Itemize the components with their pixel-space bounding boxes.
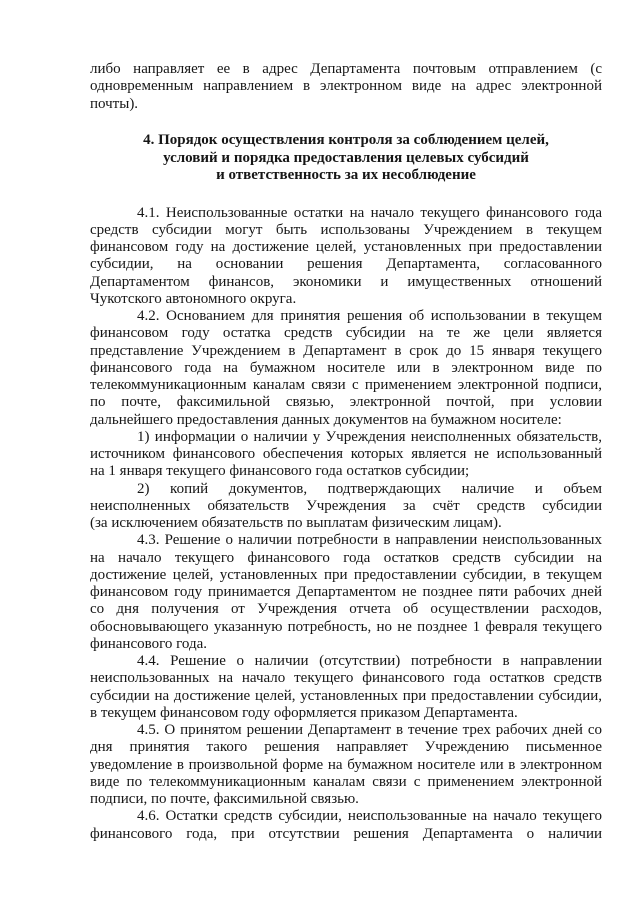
text-line: дня принятия такого решения направляет Учреждению письменное xyxy=(90,739,602,756)
text-line: со дня получения от Учреждения отчета об осуществлении расходов, xyxy=(90,601,602,618)
text-line: 4.3. Решение о наличии потребности в направлении неиспользованных xyxy=(137,532,602,549)
paragraph-4-3 xyxy=(90,532,602,653)
text-line: Чукотского автономного округа. xyxy=(90,290,297,307)
paragraph-4-1 xyxy=(90,205,602,309)
text-line: 4.6. Остатки средств субсидии, неиспользованные на начало текущего xyxy=(137,808,602,825)
text-line: дальнейшего предоставления данных документов на бумажном носителе: xyxy=(90,411,562,428)
heading-line: условий и порядка предоставления целевых субсидий xyxy=(163,149,529,166)
text-line: телекоммуникационным каналам связи с применением электронной подписи, xyxy=(90,377,602,393)
text-line: (за исключением обязательств по выплатам физическим лицам). xyxy=(90,515,502,531)
text-line: субсидии на достижение целей, установленных при предоставлении субсидии, xyxy=(90,687,602,704)
text-line: финансовом году принимается Департаментом не позднее пяти рабочих дней xyxy=(90,584,602,600)
text-line: финансового года на бумажном носителе или в электронном виде по xyxy=(90,359,602,376)
text-line: обосновывающего указанную потребность, но не позднее 1 февраля текущего xyxy=(90,618,602,635)
text-line: 4.2. Основанием для принятия решения об использовании в текущем xyxy=(137,308,602,324)
text-line: в текущем финансовом году оформляется приказом Департамента. xyxy=(90,704,518,721)
paragraph-4-5 xyxy=(90,722,602,808)
text-line: Департаментом финансов, экономики и имущественных отношений xyxy=(90,273,602,290)
text-line: представление Учреждением в Департамент в срок до 15 января текущего xyxy=(90,342,602,359)
text-line: уведомление в произвольной форме на бумажном носителе или в электронном xyxy=(90,756,602,773)
document-page xyxy=(90,61,602,843)
text-line: либо направляет ее в адрес Департамента почтовым отправлением (с xyxy=(90,61,602,77)
text-line: одновременным направлением в электронном виде на адрес электронной xyxy=(90,78,602,95)
text-line: средств субсидии могут быть использованы Учреждением в текущем xyxy=(90,221,602,238)
text-line: финансовом году на достижение целей, установленных при предоставлении xyxy=(90,239,602,255)
text-line: финансового года. xyxy=(90,635,208,652)
text-line: на 1 января текущего финансового года остатков субсидии; xyxy=(90,463,470,480)
text-line: достижение целей, установленных при предоставлении субсидии, в текущем xyxy=(90,566,602,583)
text-line: на начало текущего финансового года остатков средств субсидии на xyxy=(90,549,602,566)
text-line: финансового года, при отсутствии решения Департамента о наличии xyxy=(90,825,602,842)
heading-line: 4. Порядок осуществления контроля за соблюдением целей, xyxy=(143,132,549,149)
text-line: подписи, по почте, факсимильной связью. xyxy=(90,791,359,807)
paragraph-continuation xyxy=(90,61,602,113)
text-line: финансовом году остатка средств субсидии на те же цели является xyxy=(90,325,602,342)
text-line: 1) информации о наличии у Учреждения неисполненных обязательств, xyxy=(137,428,602,445)
text-line: по почте, факсимильной связью, электронной почтой, при условии xyxy=(90,394,602,411)
list-item-2 xyxy=(90,481,602,533)
paragraph-4-2 xyxy=(90,308,602,429)
text-line: неисполненных обязательств Учреждения за счёт средств субсидии xyxy=(90,497,602,514)
text-line: 4.5. О принятом решении Департамент в течение трех рабочих дней со xyxy=(137,722,602,738)
list-item-1 xyxy=(90,429,602,481)
text-line: виде по телекоммуникационным каналам связи с применением электронной xyxy=(90,773,602,790)
text-line: 4.1. Неиспользованные остатки на начало текущего финансового года xyxy=(137,204,602,221)
paragraph-4-4 xyxy=(90,653,602,722)
text-line: 2) копий документов, подтверждающих наличие и объем xyxy=(137,480,602,497)
text-line: почты). xyxy=(90,95,139,112)
heading-line: и ответственность за их несоблюдение xyxy=(216,166,476,183)
section-heading xyxy=(90,132,602,184)
paragraph-4-6 xyxy=(90,808,602,843)
text-line: субсидии, на основании решения Департамента, согласованного xyxy=(90,256,602,273)
text-line: 4.4. Решение о наличии (отсутствии) потребности в направлении xyxy=(137,653,602,669)
text-line: источником финансового обеспечения которых является не использованный xyxy=(90,446,602,462)
text-line: неиспользованных на начало текущего финансового года остатков средств xyxy=(90,670,602,687)
